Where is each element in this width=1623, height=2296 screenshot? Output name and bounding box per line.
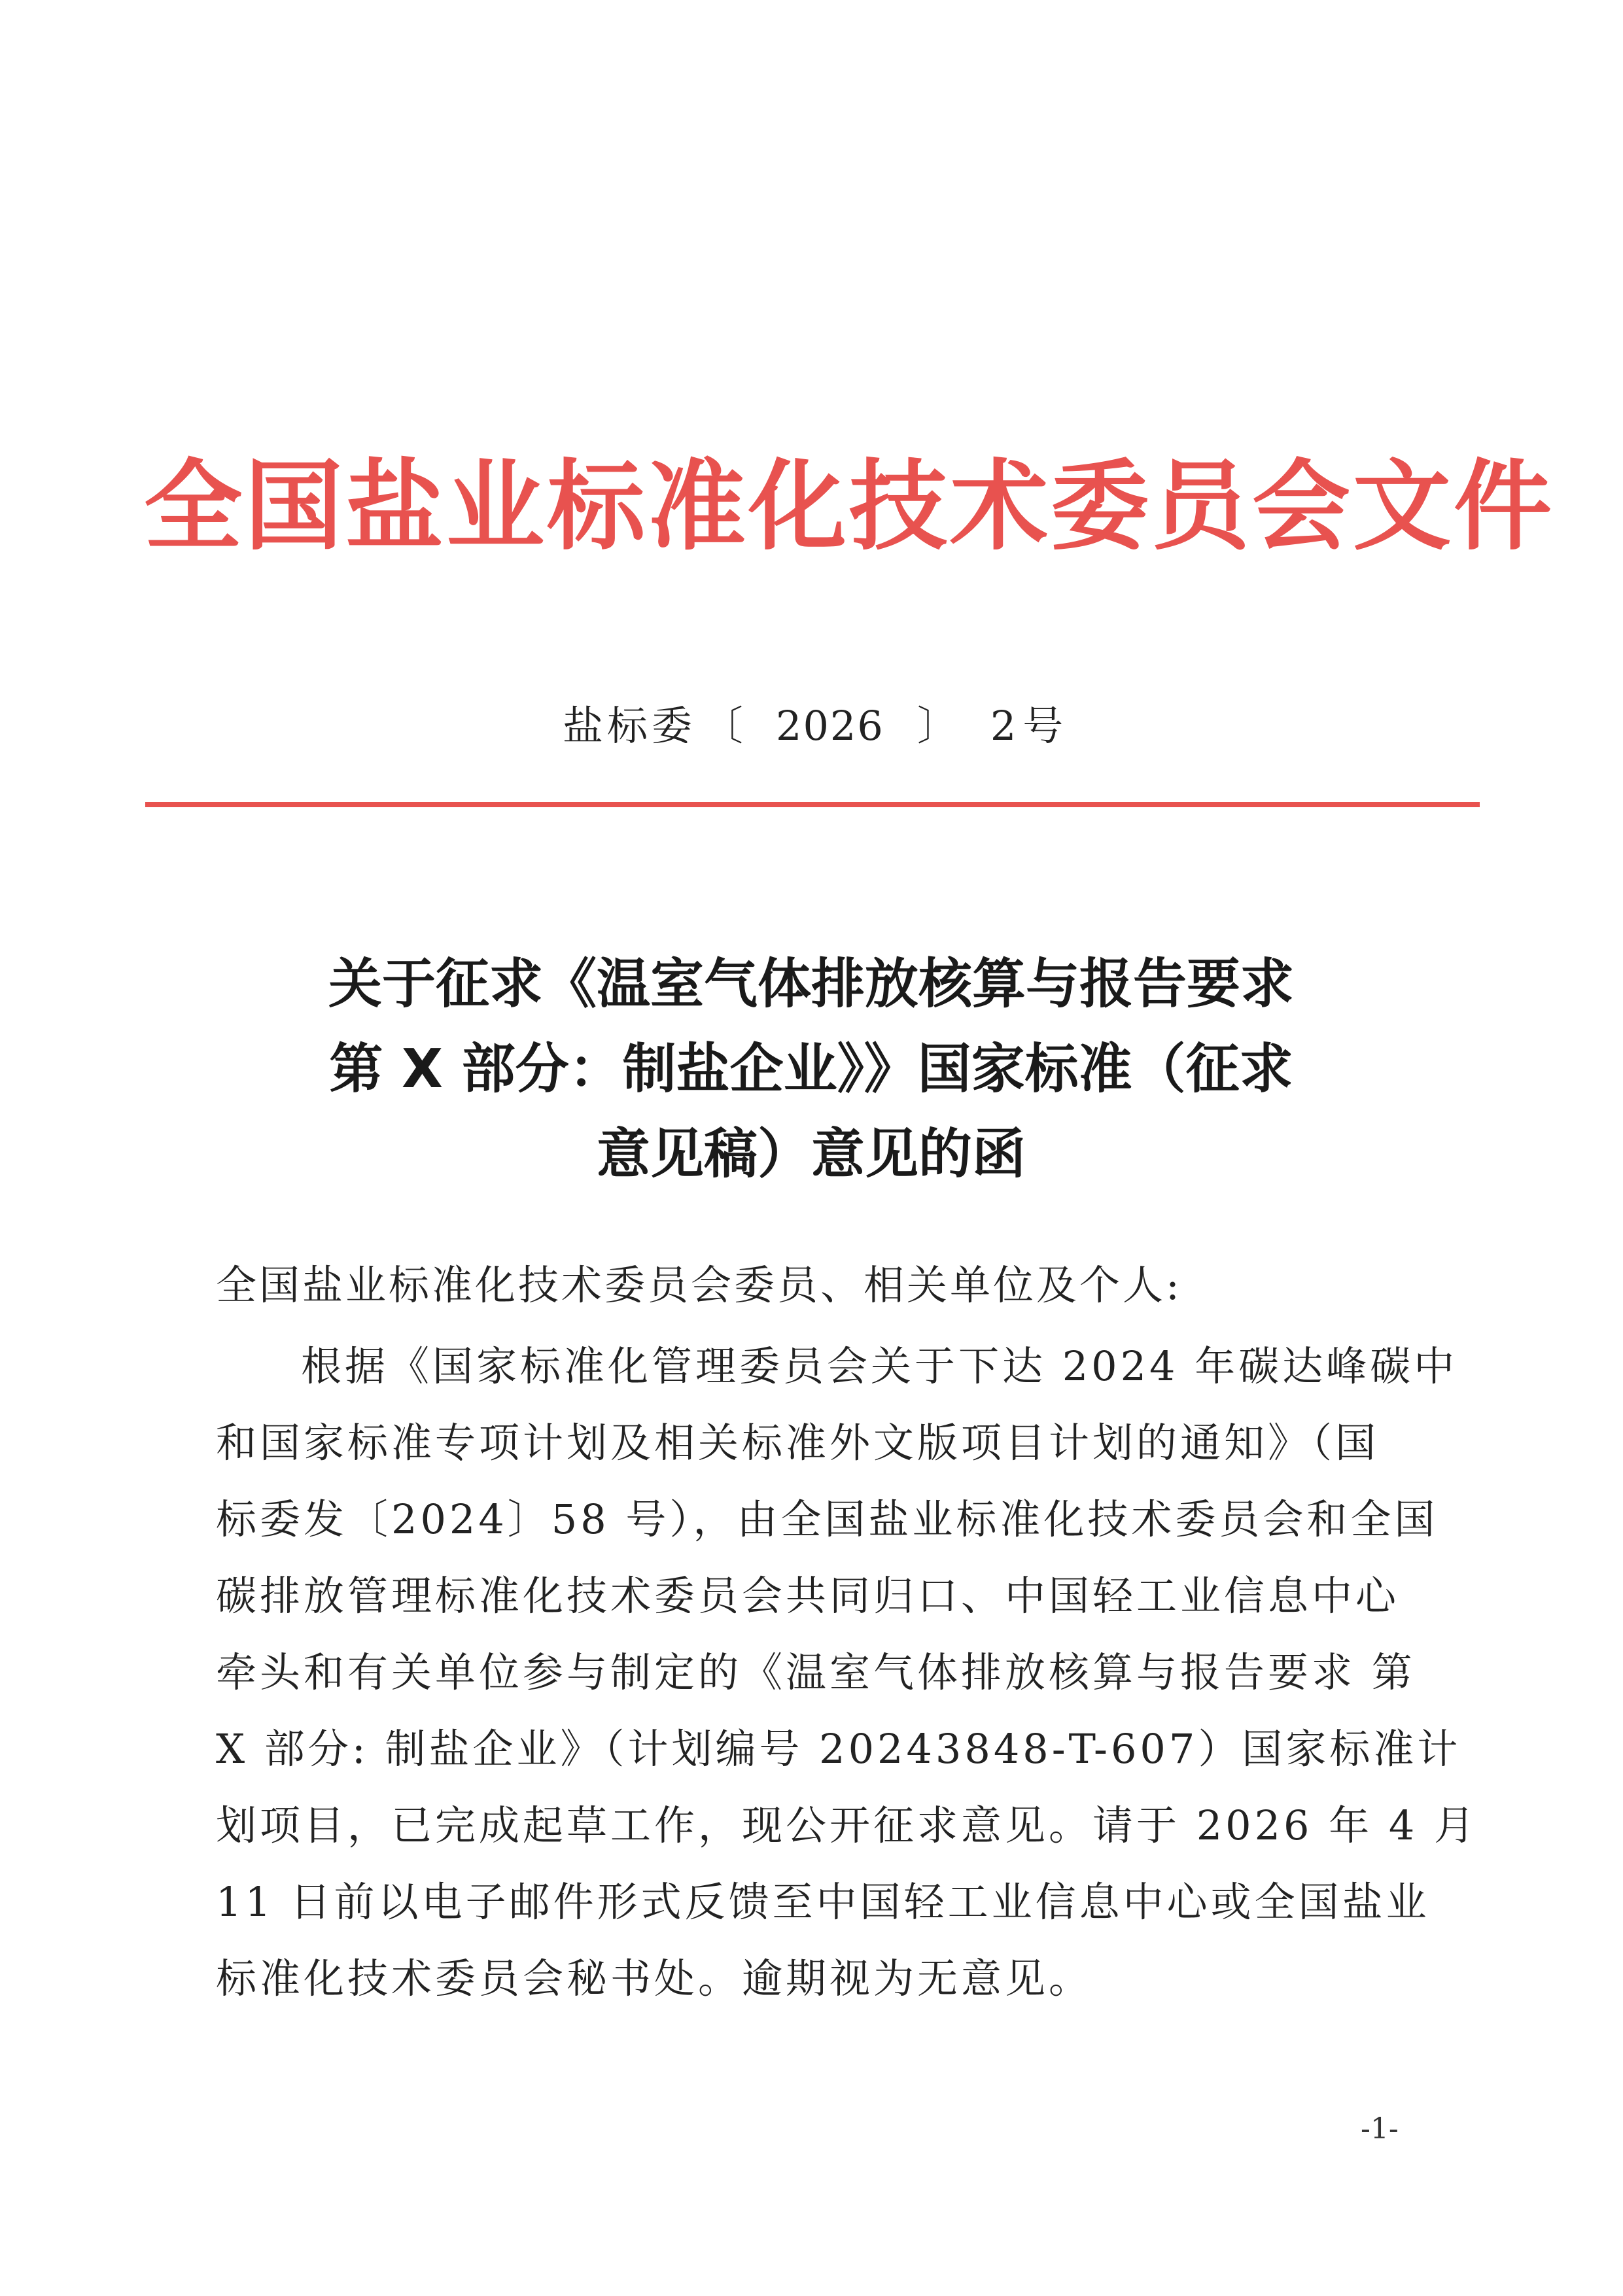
document-header-title: 全国盐业标准化技术委员会文件: [144, 450, 1555, 564]
doc-number-open-bracket: 〔: [703, 702, 744, 750]
salutation: 全国盐业标准化技术委员会委员、相关单位及个人:: [216, 1261, 1182, 1309]
body-line: 划项目，已完成起草工作，现公开征求意见。请于 2026 年 4 月: [216, 1801, 1478, 1849]
title-line: 关于征求《温室气体排放核算与报告要求: [328, 953, 1294, 1015]
doc-number-year: 2026: [776, 702, 884, 750]
title-line: 第 X 部分：制盐企业》》国家标准（征求: [329, 1038, 1293, 1100]
title-line: 意见稿）意见的函: [596, 1123, 1026, 1185]
body-line: 碳排放管理标准化技术委员会共同归口、中国轻工业信息中心: [216, 1572, 1400, 1620]
body-line: X 部分: 制盐企业》（计划编号 20243848-T-607）国家标准计: [216, 1725, 1461, 1773]
letter-body: [216, 1328, 1478, 2017]
letter-title: [183, 942, 1439, 1197]
body-line: 11 日前以电子邮件形式反馈至中国轻工业信息中心或全国盐业: [216, 1878, 1430, 1926]
doc-number-close-bracket: 〕: [916, 702, 958, 750]
page-number: -1-: [1361, 2112, 1399, 2146]
body-line: 标准化技术委员会秘书处。逾期视为无意见。: [216, 1955, 1093, 2002]
body-line: 标委发〔2024〕58 号），由全国盐业标准化技术委员会和全国: [216, 1495, 1439, 1543]
header-divider: [145, 802, 1480, 807]
doc-number-prefix: 盐标委: [563, 702, 697, 750]
doc-number-suffix: 号: [1022, 702, 1064, 750]
body-line: 牵头和有关单位参与制定的《温室气体排放核算与报告要求 第: [216, 1648, 1416, 1696]
doc-number-value: 2: [990, 702, 1017, 750]
body-line: 和国家标准专项计划及相关标准外文版项目计划的通知》（国: [216, 1419, 1380, 1467]
body-line: 根据《国家标准化管理委员会关于下达 2024 年碳达峰碳中: [301, 1342, 1458, 1390]
document-number: [563, 693, 1063, 759]
